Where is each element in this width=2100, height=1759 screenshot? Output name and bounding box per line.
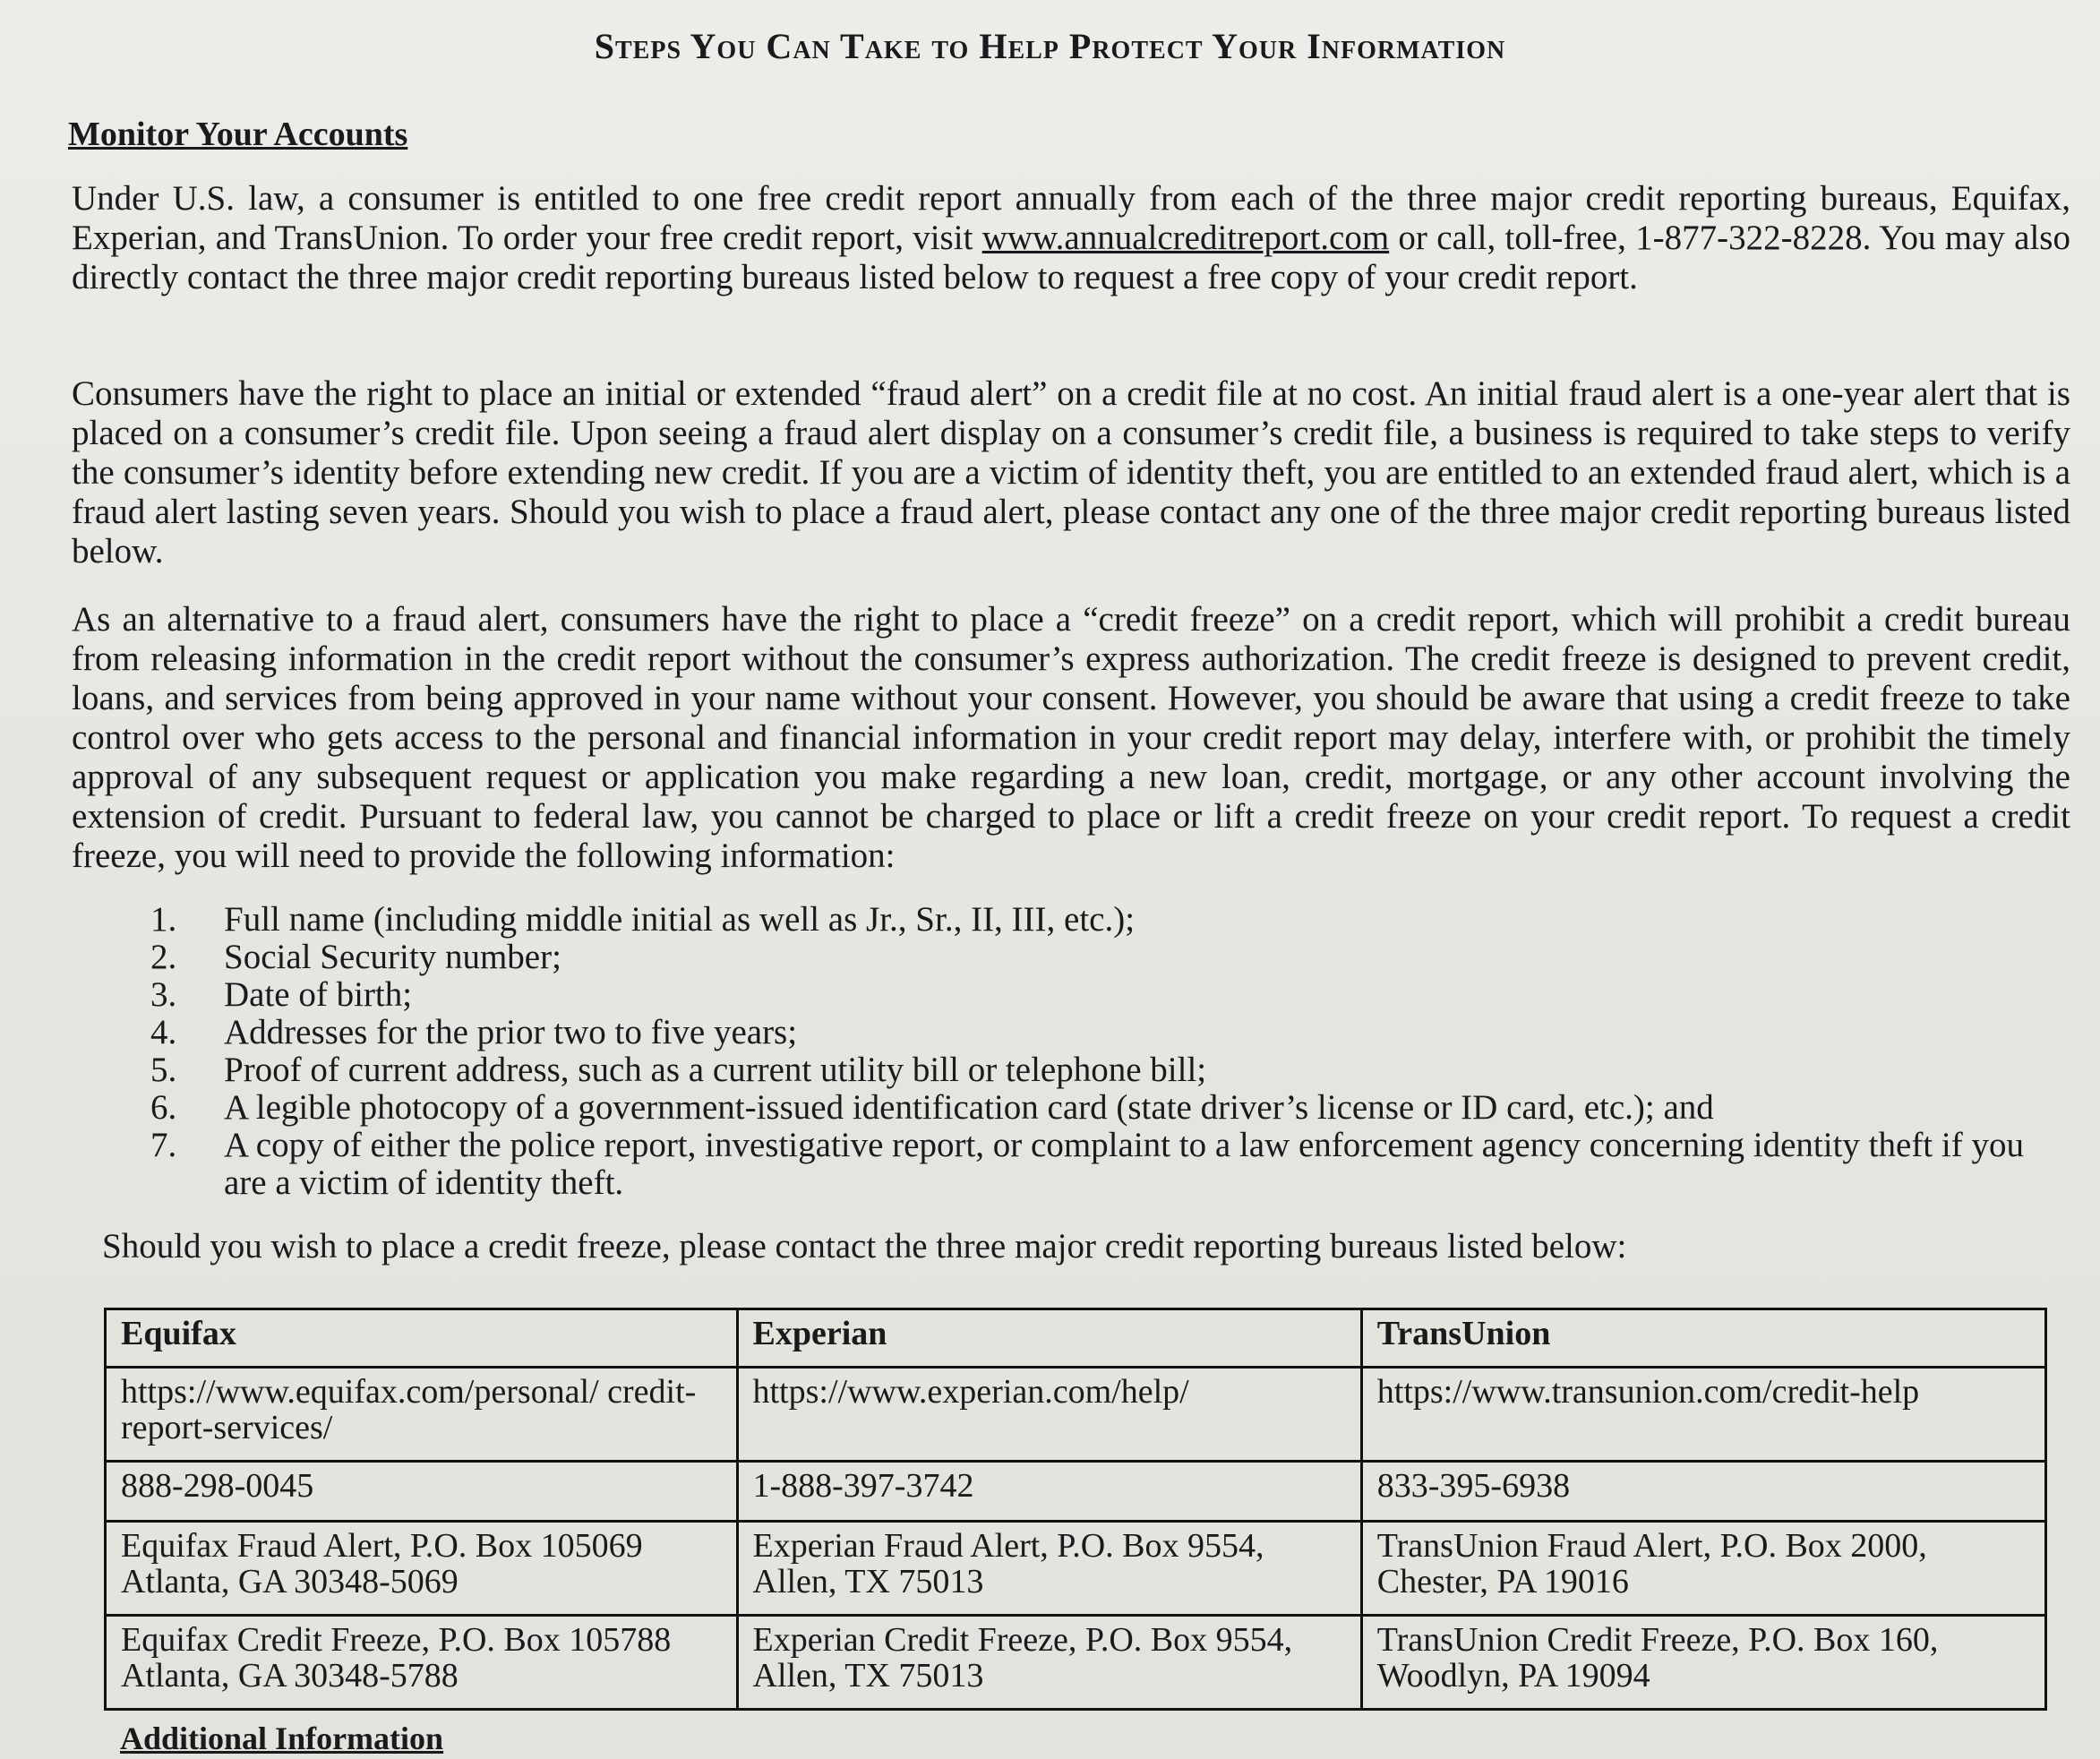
credit-bureaus-table — [104, 1308, 2047, 1711]
transunion-phone-cell: 833-395-6938 — [1361, 1462, 2045, 1522]
equifax-credit-freeze-cell: Equifax Credit Freeze, P.O. Box 105788 Atlanta, GA 30348-5788 — [106, 1616, 738, 1710]
table-row-fraud-alert — [106, 1522, 2046, 1616]
list-item-text: Social Security number; — [224, 938, 561, 976]
transunion-fraud-alert-cell: TransUnion Fraud Alert, P.O. Box 2000, Chester, PA 19016 — [1361, 1522, 2045, 1616]
list-item-text: A copy of either the police report, investigative report, or complaint to a law enforcement agency concerning identity theft if you are a victim of identity theft. — [224, 1126, 2024, 1202]
section-heading-additional-information: Additional Information — [120, 1720, 444, 1756]
list-item-number: 4. — [150, 1013, 177, 1051]
list-item-number: 6. — [150, 1088, 177, 1127]
list-item-text: Date of birth; — [224, 975, 413, 1014]
list-item-number: 1. — [150, 900, 177, 939]
paragraph-contact-bureaus: Should you wish to place a credit freeze, please contact the three major credit reporting bureaus listed below: — [102, 1227, 1627, 1266]
paragraph-credit-freeze: As an alternative to a fraud alert, consumers have the right to place a “credit freeze” on a credit report, which will prohibit a credit bureau from releasing information in the credit report without the consumer’s express authorization. The credit freeze is designed to prevent credit, loans, and services from being approved in your name without your consent. However, you should be aware that using a credit freeze to take control over who gets access to the personal and financial information in your credit report may delay, interfere with, or prohibit the timely approval of any subsequent request or application you make regarding a new loan, credit, mortgage, or any other account involving the extension of credit. Pursuant to federal law, you cannot be charged to place or lift a credit freeze on your credit report. To request a credit freeze, you will need to provide the following information: — [72, 600, 2070, 875]
list-item-text: Proof of current address, such as a current utility bill or telephone bill; — [224, 1051, 1207, 1089]
annualcreditreport-link[interactable]: www.annualcreditreport.com — [981, 219, 1390, 257]
list-item — [150, 1127, 2049, 1202]
table-row-urls — [106, 1368, 2046, 1462]
table-header-experian: Experian — [737, 1309, 1361, 1368]
table-header-equifax: Equifax — [106, 1309, 738, 1368]
list-item — [150, 939, 2049, 976]
list-item-number: 5. — [150, 1051, 177, 1089]
table-header-row — [106, 1309, 2046, 1368]
experian-phone-cell: 1-888-397-3742 — [737, 1462, 1361, 1522]
table-row-credit-freeze — [106, 1616, 2046, 1710]
experian-url-cell[interactable]: https://www.experian.com/help/ — [737, 1368, 1361, 1462]
list-item-number: 7. — [150, 1126, 177, 1164]
list-item-number: 3. — [150, 975, 177, 1014]
table-header-transunion: TransUnion — [1361, 1309, 2045, 1368]
section-heading-monitor-accounts: Monitor Your Accounts — [68, 116, 408, 153]
paragraph-free-credit-report — [72, 179, 2070, 297]
experian-fraud-alert-cell: Experian Fraud Alert, P.O. Box 9554, Allen, TX 75013 — [737, 1522, 1361, 1616]
transunion-credit-freeze-cell: TransUnion Credit Freeze, P.O. Box 160, Woodlyn, PA 19094 — [1361, 1616, 2045, 1710]
list-item — [150, 1089, 2049, 1127]
list-item-number: 2. — [150, 938, 177, 976]
list-item-text: A legible photocopy of a government-issued identification card (state driver’s license or ID card, etc.); and — [224, 1088, 1714, 1127]
list-item — [150, 1014, 2049, 1051]
list-item-text: Full name (including middle initial as well as Jr., Sr., II, III, etc.); — [224, 900, 1136, 939]
experian-credit-freeze-cell: Experian Credit Freeze, P.O. Box 9554, Allen, TX 75013 — [737, 1616, 1361, 1710]
list-item — [150, 901, 2049, 939]
table-row-phones — [106, 1462, 2046, 1522]
equifax-phone-cell: 888-298-0045 — [106, 1462, 738, 1522]
paragraph-text-part: or call, toll-free, 1-877-322-8228. You may also directly contact the three major credit reporting bureaus listed below to request a free copy of your credit report. — [72, 219, 2070, 296]
list-item — [150, 1051, 2049, 1089]
equifax-fraud-alert-cell: Equifax Fraud Alert, P.O. Box 105069 Atlanta, GA 30348-5069 — [106, 1522, 738, 1616]
list-item-text: Addresses for the prior two to five years; — [224, 1013, 798, 1051]
page-title: Steps You Can Take to Help Protect Your Information — [594, 26, 1506, 66]
list-item — [150, 976, 2049, 1014]
required-information-list — [150, 901, 2049, 1202]
paragraph-text-part: Under U.S. law, a consumer is entitled to one free credit report annually from each of the three major credit reporting bureaus, Equifax, Experian, and TransUnion. To order your free credit report, visit — [72, 179, 2070, 257]
transunion-url-cell[interactable]: https://www.transunion.com/credit-help — [1361, 1368, 2045, 1462]
equifax-url-cell[interactable]: https://www.equifax.com/personal/ credit-report-services/ — [106, 1368, 738, 1462]
paragraph-fraud-alert: Consumers have the right to place an initial or extended “fraud alert” on a credit file at no cost. An initial fraud alert is a one-year alert that is placed on a consumer’s credit file. Upon seeing a fraud alert display on a consumer’s credit file, a business is required to take steps to verify the consumer’s identity before extending new credit. If you are a victim of identity theft, you are entitled to an extended fraud alert, which is a fraud alert lasting seven years. Should you wish to place a fraud alert, please contact any one of the three major credit reporting bureaus listed below. — [72, 374, 2070, 571]
